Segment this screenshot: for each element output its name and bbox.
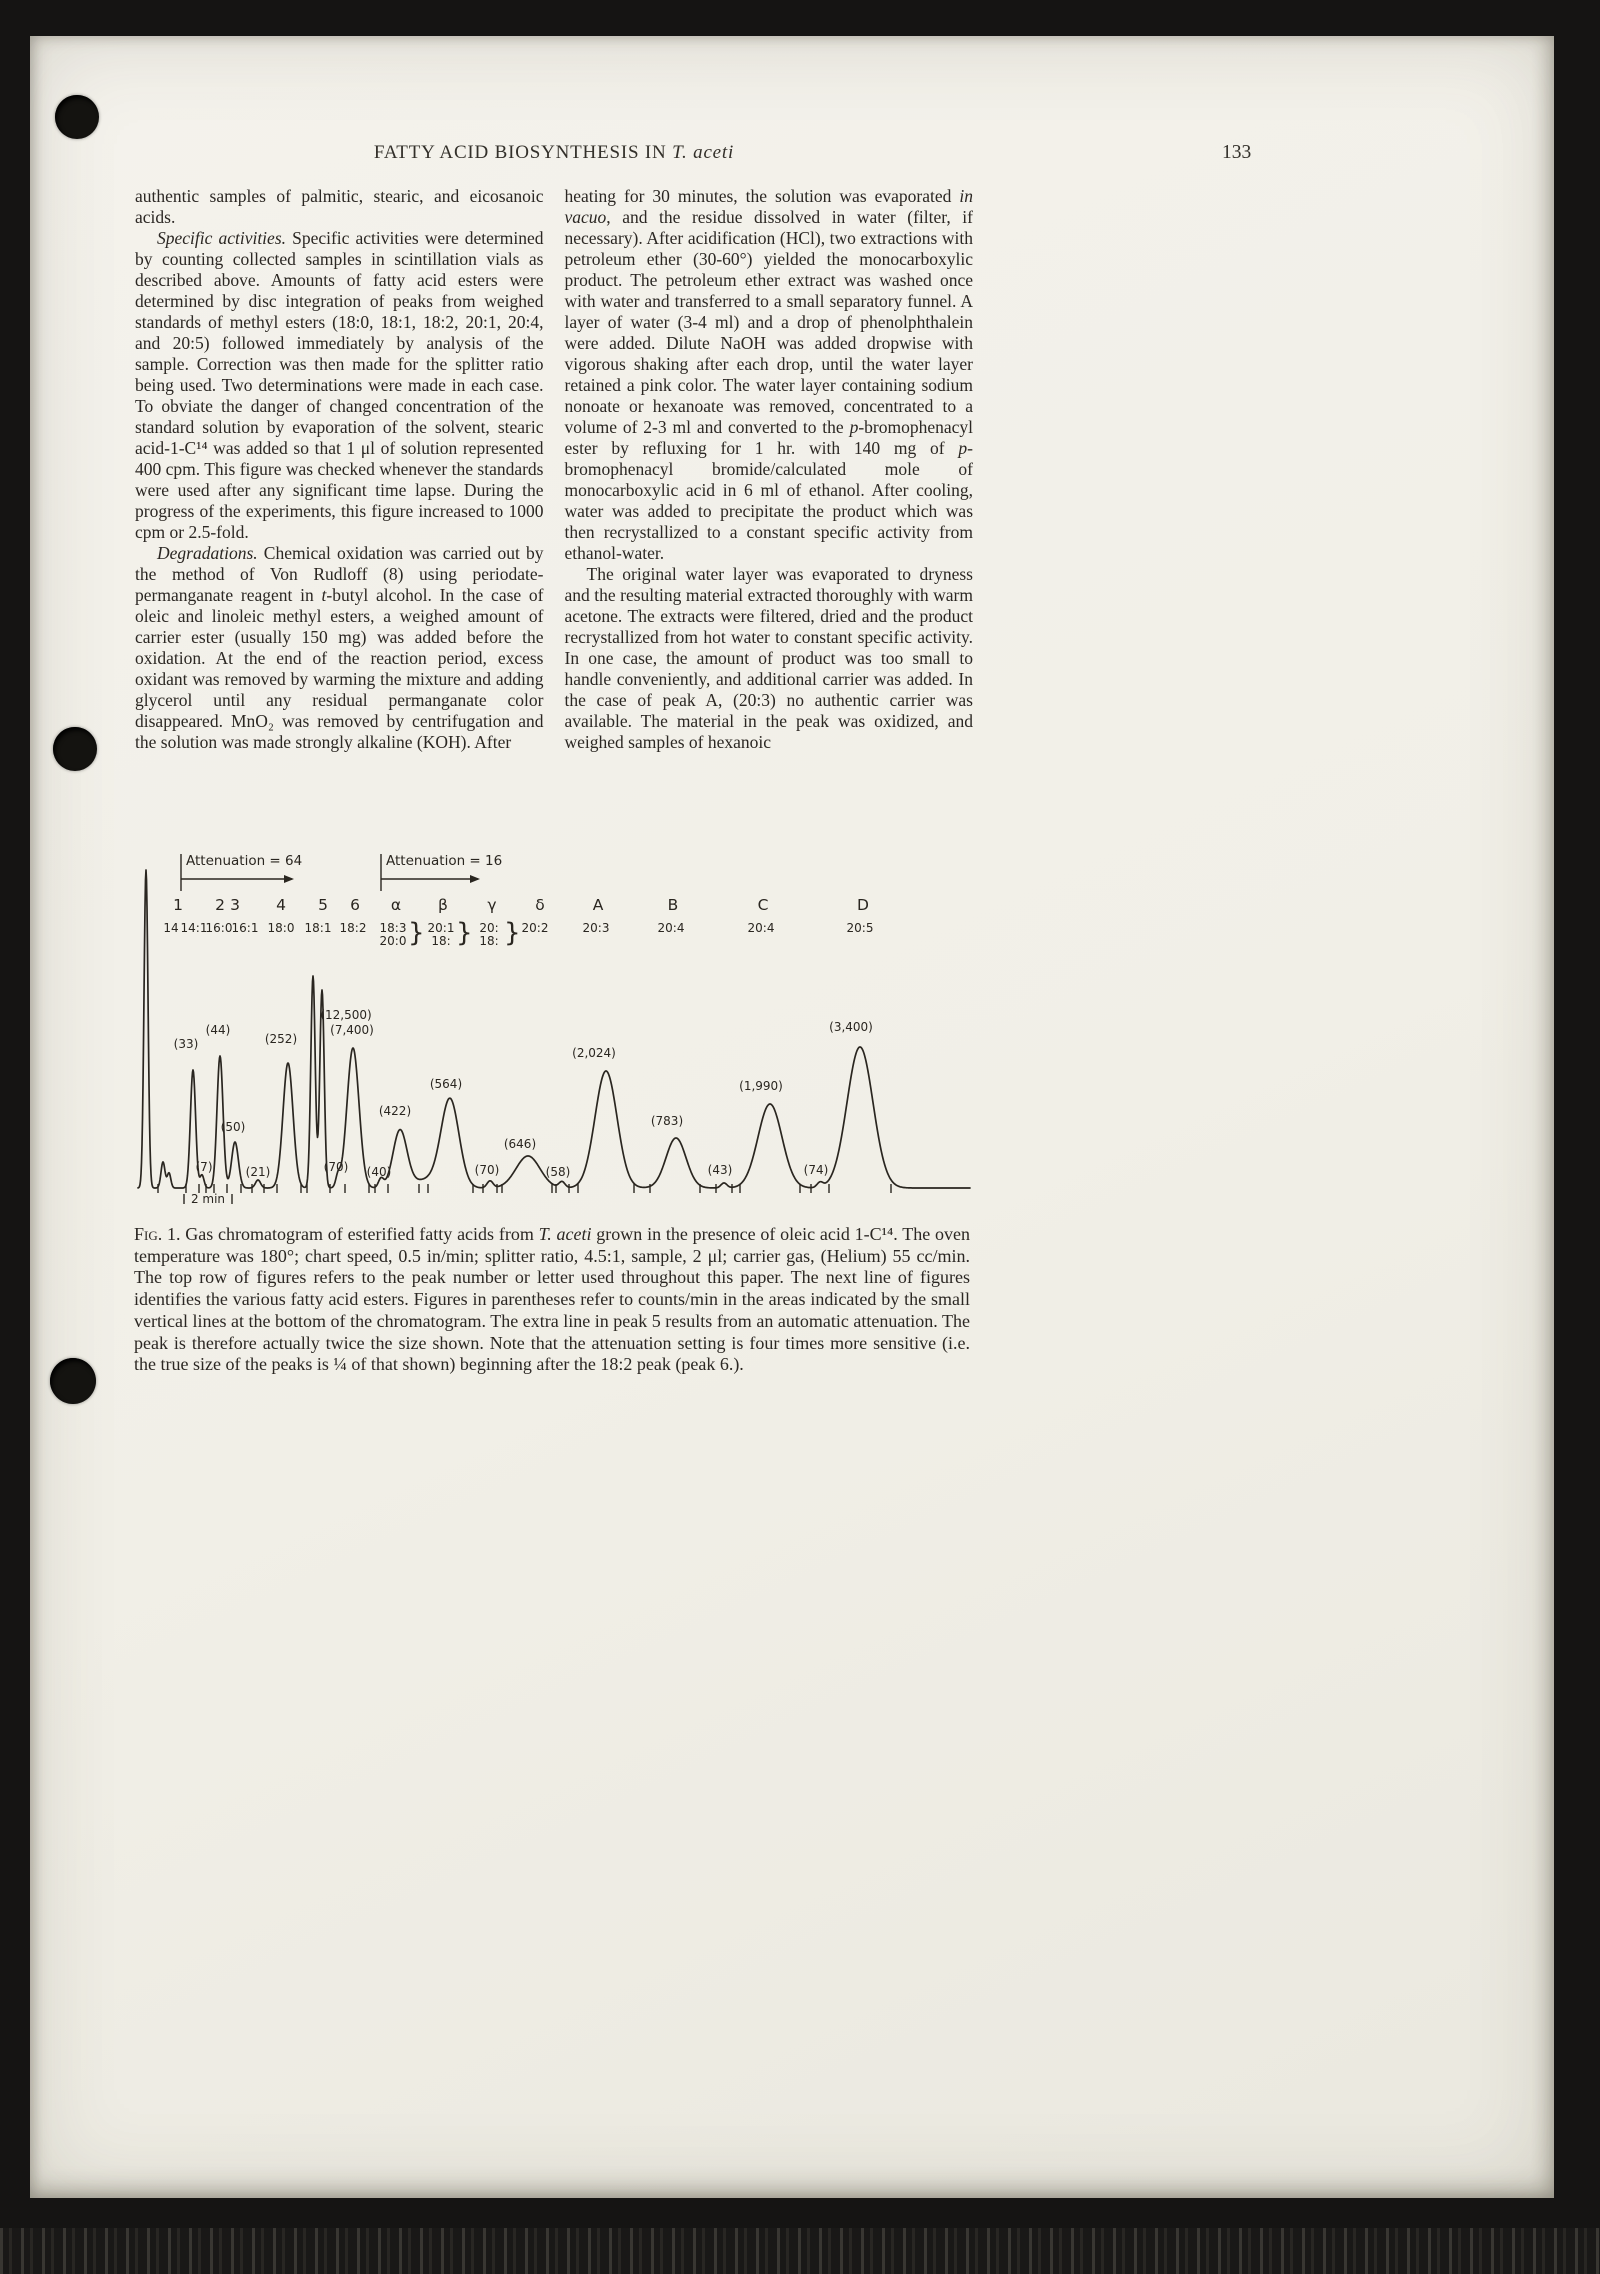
punch-hole-middle [53,727,97,771]
ester-label: 20:4 [747,921,775,935]
peak-id-label: 1 [173,896,183,914]
count-label: (7) [195,1160,213,1174]
count-label: (33) [173,1037,199,1051]
count-label: (422) [378,1104,412,1118]
count-label: (2,024) [572,1046,616,1060]
scanned-page [30,36,1554,2198]
timescale-label: 2 min [190,1192,226,1206]
ester-label: 18:1 [304,921,332,935]
count-label: (646) [503,1137,537,1151]
ester-label: 20: [479,921,499,935]
body-text [135,186,973,753]
paragraph [135,228,544,543]
text-segment: FATTY ACID BIOSYNTHESIS IN [373,142,673,163]
attenuation-arrowhead [284,875,294,883]
paragraph [135,186,544,228]
ester-label: 16:1 [231,921,259,935]
ester-label: 20:1 [427,921,455,935]
count-label: (21) [245,1165,271,1179]
peak-id-label: 6 [350,896,360,914]
peak-id-label: 4 [276,896,286,914]
paragraph [565,564,974,753]
ester-label: 20:5 [846,921,874,935]
count-label: (40) [366,1165,392,1179]
text-segment: The original water layer was evaporated to dryness and the resulting material extracted thoroughly with warm acetone. The extracts were filtered, dried and the product recrystallized from hot water to constant specific activity. In one case, the amount of product was too small to handle conveniently, and additional carrier was added. In the case of peak A, (20:3) no authentic carrier was available. The material in the peak was oxidized, and weighed samples of hexanoic [564,564,973,752]
attenuation-label: Attenuation = 64 [186,853,303,869]
text-segment: Specific activities were determined by counting collected samples in scintillation vials as described above. Amounts of fatty acid esters were determined by disc integration of peaks from weighed standards of methyl esters (18:0, 18:1, 18:2, 20:1, 20:4, and 20:5) followed immediately by analysis of the sample. Correction was then made for the splitter ratio being used. Two determinations were made in each case. To obviate the danger of changed concentration of the standard solution by evaporation of the solvent, stearic acid-1-C¹⁴ was added so that 1 μl of solution represented 400 cpm. This figure was checked whenever the standards were used after any significant time lapse. During the progress of the experiments, this figure increased to 1000 cpm or 2.5-fold. [135,228,544,542]
ester-label: 14 [163,921,179,935]
count-label: (12,500) [320,1008,372,1022]
count-label: (564) [429,1077,463,1091]
count-label: (70) [474,1163,500,1177]
peak-id-label: 2 [215,896,225,914]
ester-label: 20:3 [582,921,610,935]
count-label: (1,990) [739,1079,783,1093]
column-left [135,186,544,753]
count-label: (252) [264,1032,298,1046]
count-label: (7,400) [330,1023,374,1037]
text-segment: Specific activities. [157,228,287,248]
peak-id-label: D [857,896,869,914]
ester-label: 18:3 [379,921,407,935]
text-segment: Fig. 1. [134,1224,181,1244]
running-head-title [135,142,973,164]
ester-label: 18: [431,934,451,948]
count-label: (44) [205,1023,231,1037]
ester-label: 20:0 [379,934,407,948]
text-segment: -bromophenacyl ester by refluxing for 1 hr. with 140 mg of [564,417,973,458]
peak-id-label: δ [535,896,545,914]
count-label: (3,400) [829,1020,873,1034]
peak-id-label: 3 [230,896,240,914]
text-segment: T. aceti [672,142,735,163]
peak-id-label: α [390,896,402,914]
figure-1-chromatogram [138,848,982,1220]
ester-label: 20:4 [657,921,685,935]
text-segment: Degradations. [157,543,258,563]
ester-brace: } [456,918,473,948]
punch-hole-bottom [50,1358,96,1404]
text-segment: Gas chromatogram of esterified fatty acids from [180,1224,539,1244]
text-segment: Chemical oxidation was carried out by the method of Von Rudloff (8) using periodate-permanganate reagent in [135,543,544,605]
column-right [565,186,974,753]
text-segment: authentic samples of palmitic, stearic, and eicosanoic acids. [135,186,544,227]
text-segment: p [849,417,859,437]
text-segment: , and the residue dissolved in water (filter, if necessary). After acidification (HCl), two extractions with petroleum ether (30-60°) yielded the monocarboxylic product. The petroleum ether extract was washed once with water and transferred to a small separatory funnel. A layer of water (3-4 ml) and a drop of phenolphthalein were added. Dilute NaOH was added dropwise with vigorous shaking after each drop, until the water layer retained a pink color. The water layer containing sodium nonoate or hexanoate was removed, concentrated to a volume of 2-3 ml and converted to the [564,207,973,437]
text-segment: heating for 30 minutes, the solution was evaporated [564,186,960,206]
text-segment: grown in the presence of oleic acid 1-C¹⁴. The oven temperature was 180°; chart speed, 0.5 in/min; splitter ratio, 4.5:1, sample, 2 μl; carrier gas, (Helium) 55 cc/min. The top row of figures refers to the peak number or letter used throughout this paper. The next line of figures identifies the various fatty acid esters. Figures in parentheses refer to counts/min in the areas indicated by the small vertical lines at the bottom of the chromatogram. The extra line in peak 5 results from an automatic attenuation. The peak is therefore actually twice the size shown. Note that the attenuation setting is four times more sensitive (i.e. the true size of the peaks is ¼ of that shown) beginning after the 18:2 peak (peak 6.). [134,1224,971,1375]
peak-id-label: C [757,896,769,914]
text-segment: p [958,438,968,458]
text-segment: in vacuo [564,186,973,227]
ester-label: 14:1 [180,921,208,935]
chromatogram-svg [138,848,982,1220]
text-segment: t [321,585,327,605]
paragraph [565,186,974,564]
ester-label: 18:2 [339,921,367,935]
count-label: (43) [707,1163,733,1177]
ester-brace: } [504,918,521,948]
figure-1-caption [134,1224,970,1376]
attenuation-label: Attenuation = 16 [386,853,503,869]
attenuation-arrowhead [470,875,480,883]
ester-brace: } [408,918,425,948]
peak-id-label: A [592,896,604,914]
scanner-edge-texture [0,2228,1600,2274]
text-segment: -butyl alcohol. In the case of oleic and linoleic methyl esters, a weighed amount of carrier ester (usually 150 mg) was added before the oxidation. At the end of the reaction period, excess oxidant was removed by warming the mixture and adding glycerol until any residual permanganate color disappeared. MnO₂ was removed by centrifugation and the solution was made strongly alkaline (KOH). After [135,585,544,752]
peak-id-label: 5 [318,896,328,914]
count-label: (50) [220,1120,246,1134]
count-label: (58) [545,1165,571,1179]
count-label: (74) [803,1163,829,1177]
text-segment: T. aceti [538,1224,592,1244]
ester-label: 20:2 [521,921,549,935]
peak-id-label: γ [487,896,497,914]
page-number: 133 [1222,142,1252,163]
peak-id-label: B [667,896,679,914]
punch-hole-top [55,95,99,139]
peak-id-label: β [438,896,448,914]
text-segment: -bromophenacyl bromide/calculated mole of monocarboxylic acid in 6 ml of ethanol. After cooling, water was added to precipitate the product which was then recrystallized to a constant specific activity from ethanol-water. [564,438,973,563]
ester-label: 18: [479,934,499,948]
count-label: (783) [650,1114,684,1128]
ester-label: 18:0 [267,921,295,935]
paragraph [135,543,544,753]
count-label: (70) [323,1160,349,1174]
ester-label: 16:0 [205,921,233,935]
